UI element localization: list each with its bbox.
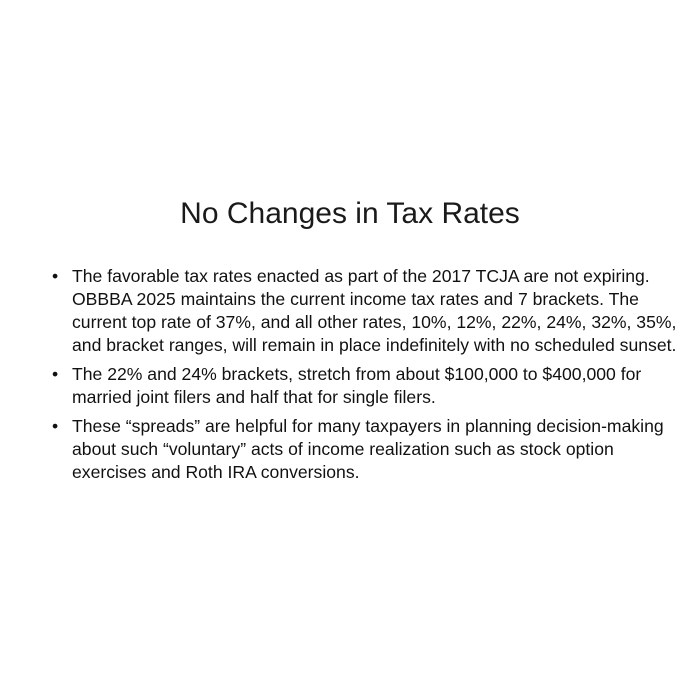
slide-title: No Changes in Tax Rates xyxy=(180,197,520,230)
bullet-text: The favorable tax rates enacted as part of the 2017 TCJA are not expiring. OBBBA 2025 maintains the current income tax rates and 7 brackets. The current top rate of 37%, and all other rates, 10%, 12%, 22%, 24%, 32%, 35%, and bracket ranges, will remain in place indefinitely with no scheduled sunset. xyxy=(72,266,677,355)
bullet-icon: • xyxy=(52,364,59,384)
bullet-item xyxy=(0,415,700,484)
bullet-item xyxy=(0,265,700,357)
bullet-icon: • xyxy=(52,266,59,286)
bullet-item xyxy=(0,363,700,409)
bullet-icon: • xyxy=(52,416,59,436)
bullet-list xyxy=(0,265,700,490)
bullet-text: These “spreads” are helpful for many taxpayers in planning decision-making about such “voluntary” acts of income realization such as stock option exercises and Roth IRA conversions. xyxy=(72,416,664,482)
bullet-text: The 22% and 24% brackets, stretch from about $100,000 to $400,000 for married joint filers and half that for single filers. xyxy=(72,364,642,407)
